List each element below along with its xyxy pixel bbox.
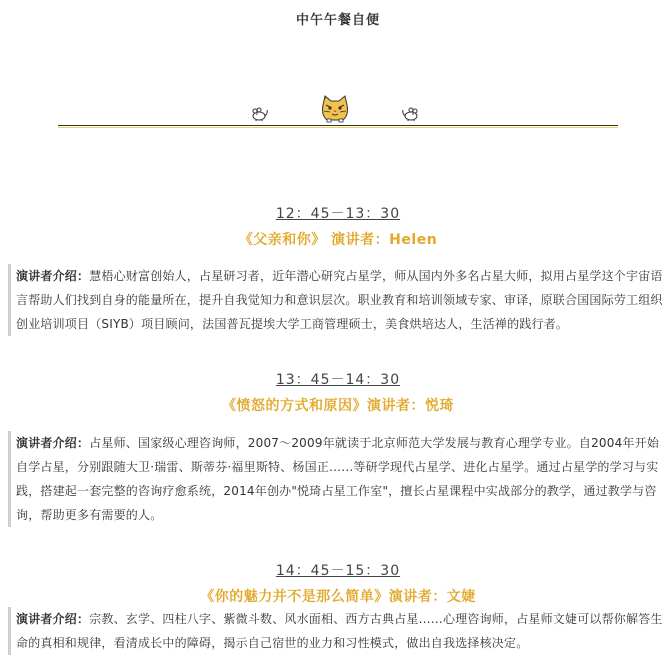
session-time: 13：45－14：30 [275,372,401,388]
session-time: 12：45－13：30 [275,206,401,222]
speaker-intro-text [16,607,670,655]
session-2 [0,369,670,415]
speaker-intro [8,264,670,336]
session-title: 《愤怒的方式和原因》演讲者：悦琦 [222,398,454,414]
speaker-intro [8,431,670,527]
session-3 [0,560,670,606]
session-1 [0,203,670,249]
mouse-icon [250,106,268,125]
session-title: 《父亲和你》 演讲者：Helen [238,232,438,248]
intro-body: 宗教、玄学、四柱八字、紫微斗数、风水面相、西方古典占星……心理咨询师，占星师文婕可以帮你解答生命的真相和规律，看清成长中的障碍，揭示自己宿世的业力和习性模式，做出自我选择核决定。 [16,612,663,650]
intro-body: 慧梧心财富创始人，占星研习者，近年潜心研究占星学，师从国内外多名占星大师，拟用占星学这个宇宙语言帮助人们找到自身的能量所在，提升自我觉知力和意识层次。职业教育和培训领域专家、审译，原联合国国际劳工组织创业培训项目（SIYB）项目顾问，法国普瓦提埃大学工商管理硕士，美食烘培达人，生活禅的践行者。 [16,269,663,331]
speaker-intro-text [16,264,670,336]
mouse-icon [402,106,420,125]
session-time: 14：45－15：30 [275,563,401,579]
intro-label: 演讲者介绍： [16,269,90,283]
session-title: 《你的魅力并不是那么简单》演讲者：文婕 [200,589,476,605]
intro-label: 演讲者介绍： [16,436,90,450]
intro-label: 演讲者介绍： [16,612,90,626]
speaker-intro [8,607,670,655]
cat-face-icon [320,95,350,127]
page-title: 中午午餐自便 [295,13,380,28]
speaker-intro-text [16,431,670,527]
divider-line-yellow [58,127,618,128]
intro-body: 占星师、国家级心理咨询师，2007～2009年就读于北京师范大学发展与教育心理学专业。自2004年开始自学占星，分别跟随大卫·瑞雷、斯蒂芬·福里斯特、杨国正……等研学现代占星学、进化占星学。通过占星学的学习与实践，搭建起一套完整的咨询疗愈系统，2014年创办"悦琦占星工作室"，擅长占星课程中实战部分的教学，通过教学与咨询，帮助更多有需要的人。 [16,436,660,522]
decorative-divider [58,98,618,130]
